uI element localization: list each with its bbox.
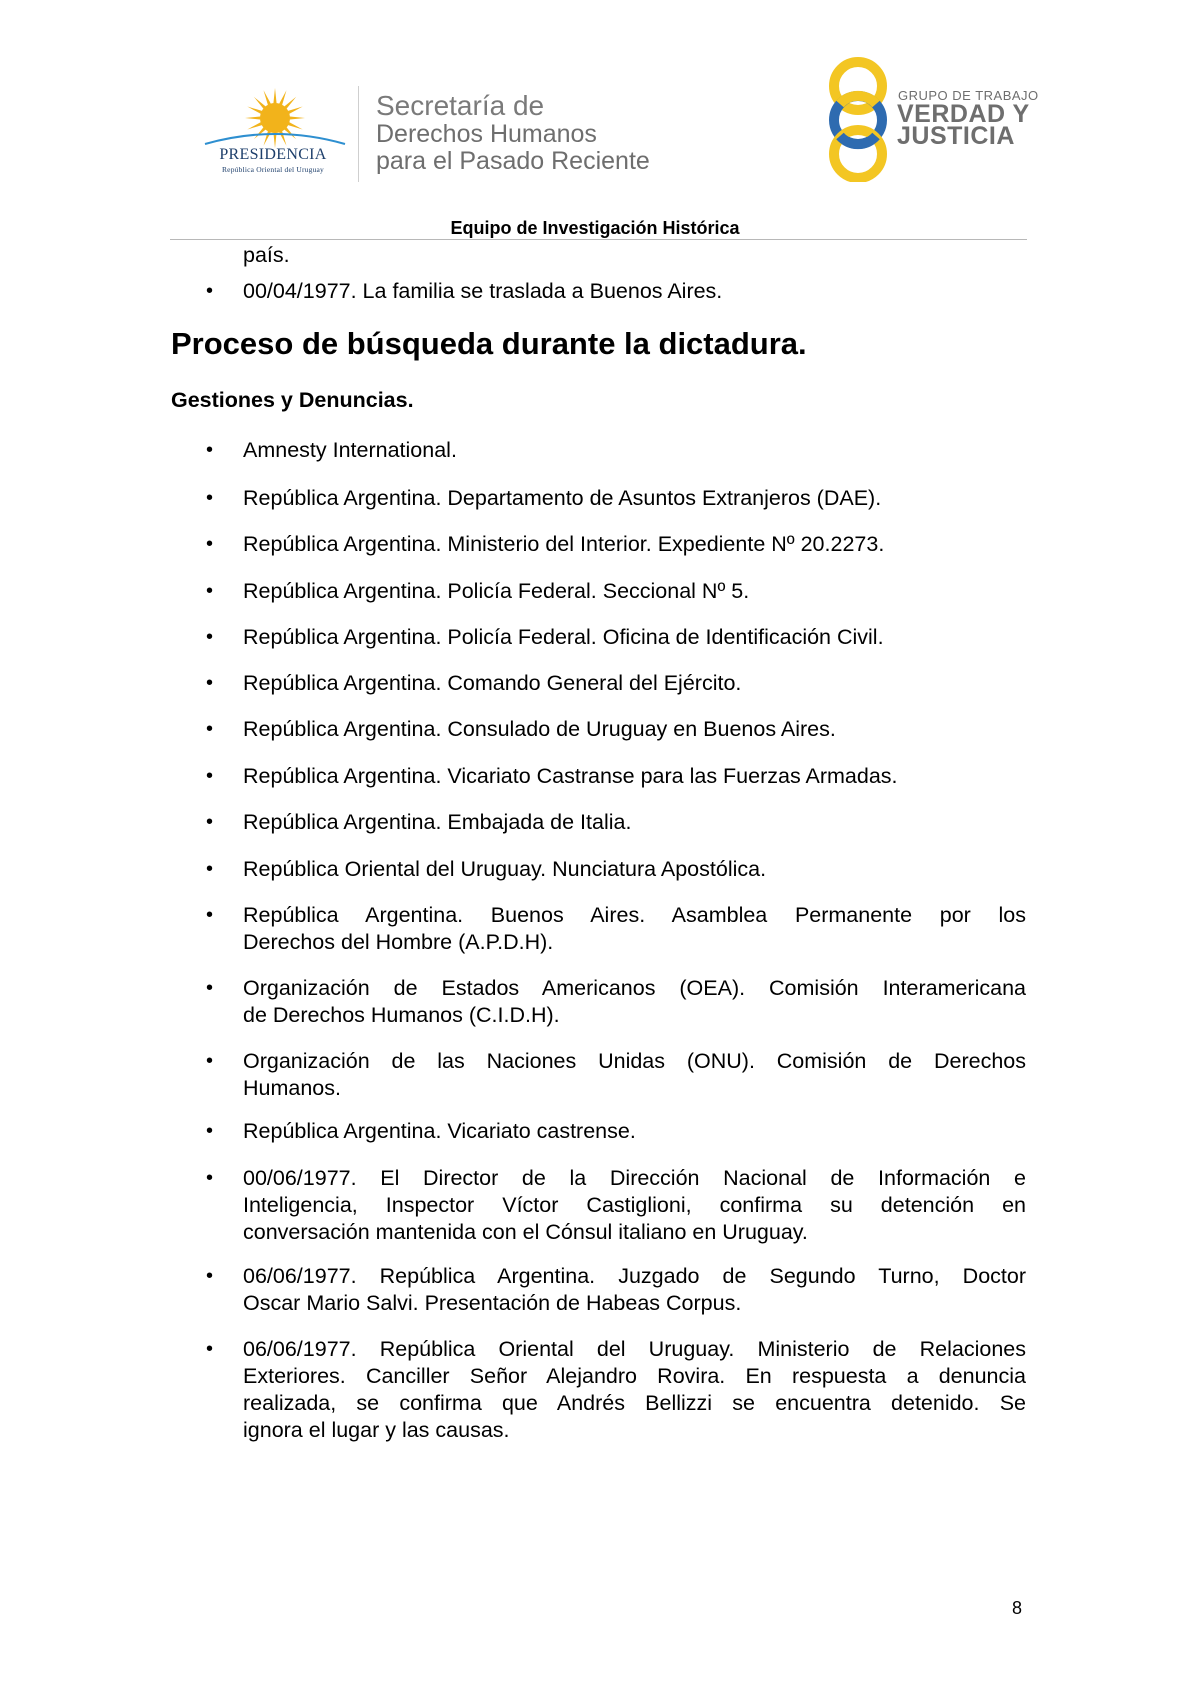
justicia-label: JUSTICIA	[897, 122, 1015, 150]
bullet-icon: •	[206, 439, 214, 461]
bullet-icon: •	[206, 533, 214, 555]
header-rule	[170, 239, 1027, 240]
bullet-icon: •	[206, 580, 214, 602]
bullet-icon: •	[206, 1120, 214, 1142]
list-item-line: Oscar Mario Salvi. Presentación de Habeas Corpus.	[243, 1291, 742, 1315]
bullet-icon: •	[206, 1338, 214, 1360]
list-item-line: 00/06/1977. El Director de la Dirección Nacional de Información e	[243, 1166, 1026, 1190]
list-item-line: República Oriental del Uruguay. Nunciatura Apostólica.	[243, 857, 767, 881]
list-item-line: conversación mantenida con el Cónsul italiano en Uruguay.	[243, 1220, 808, 1244]
bullet-icon: •	[206, 1265, 214, 1287]
list-item-line: República Argentina. Policía Federal. Oficina de Identificación Civil.	[243, 625, 884, 649]
verdad-justicia-rings-logo	[818, 56, 898, 182]
list-item-line: Exteriores. Canciller Señor Alejandro Rovira. En respuesta a denuncia	[243, 1364, 1026, 1388]
team-title: Equipo de Investigación Histórica	[450, 218, 740, 238]
list-item-line: Organización de las Naciones Unidas (ONU). Comisión de Derechos	[243, 1049, 1026, 1073]
list-item-line: Derechos del Hombre (A.P.D.H).	[243, 930, 554, 954]
verdad-label: VERDAD Y	[897, 100, 1030, 128]
bullet-icon: •	[206, 765, 214, 787]
bullet-icon: •	[206, 672, 214, 694]
bullet-icon: •	[206, 1050, 214, 1072]
page-number: 8	[1012, 1598, 1023, 1618]
intro-item: 00/04/1977. La familia se traslada a Buenos Aires.	[243, 279, 723, 303]
carryover-text: país.	[243, 243, 290, 267]
list-item-line: República Argentina. Buenos Aires. Asamblea Permanente por los	[243, 903, 1026, 927]
secretaria-line-2: Derechos Humanos	[376, 120, 597, 148]
section-title: Proceso de búsqueda durante la dictadura.	[171, 326, 807, 361]
header-divider	[358, 86, 359, 182]
presidencia-label: PRESIDENCIA	[219, 146, 327, 163]
list-item-line: 06/06/1977. República Oriental del Uruguay. Ministerio de Relaciones	[243, 1337, 1026, 1361]
bullet-icon: •	[206, 487, 214, 509]
bullet-icon: •	[206, 626, 214, 648]
list-item-line: Humanos.	[243, 1076, 341, 1100]
list-item-line: República Argentina. Comando General del Ejército.	[243, 671, 742, 695]
page-header	[0, 0, 1190, 250]
secretaria-line-3: para el Pasado Reciente	[376, 147, 650, 175]
list-item-line: Inteligencia, Inspector Víctor Castiglioni, confirma su detención en	[243, 1193, 1026, 1217]
subsection-title: Gestiones y Denuncias.	[171, 388, 414, 412]
grupo-de-trabajo-label: GRUPO DE TRABAJO	[898, 88, 1039, 103]
list-item-line: ignora el lugar y las causas.	[243, 1418, 510, 1442]
list-item-line: República Argentina. Consulado de Uruguay en Buenos Aires.	[243, 717, 836, 741]
list-item-line: realizada, se confirma que Andrés Bellizzi se encuentra detenido. Se	[243, 1391, 1026, 1415]
list-item-line: 06/06/1977. República Argentina. Juzgado de Segundo Turno, Doctor	[243, 1264, 1026, 1288]
bullet-icon: •	[206, 280, 214, 302]
list-item-line: República Argentina. Departamento de Asuntos Extranjeros (DAE).	[243, 486, 882, 510]
list-item-line: República Argentina. Embajada de Italia.	[243, 810, 632, 834]
list-item-line: Amnesty International.	[243, 438, 457, 462]
list-item-line: República Argentina. Vicariato castrense.	[243, 1119, 636, 1143]
bullet-icon: •	[206, 1167, 214, 1189]
list-item-line: República Argentina. Policía Federal. Seccional Nº 5.	[243, 579, 750, 603]
bullet-icon: •	[206, 858, 214, 880]
bullet-icon: •	[206, 811, 214, 833]
list-item-line: de Derechos Humanos (C.I.D.H).	[243, 1003, 560, 1027]
secretaria-line-1: Secretaría de	[376, 90, 545, 121]
list-item-line: Organización de Estados Americanos (OEA). Comisión Interamericana	[243, 976, 1026, 1000]
list-item-line: República Argentina. Ministerio del Interior. Expediente Nº 20.2273.	[243, 532, 885, 556]
list-item-line: República Argentina. Vicariato Castranse para las Fuerzas Armadas.	[243, 764, 898, 788]
bullet-icon: •	[206, 718, 214, 740]
bullet-icon: •	[206, 904, 214, 926]
presidencia-sub-label: República Oriental del Uruguay	[221, 165, 324, 174]
bullet-icon: •	[206, 977, 214, 999]
